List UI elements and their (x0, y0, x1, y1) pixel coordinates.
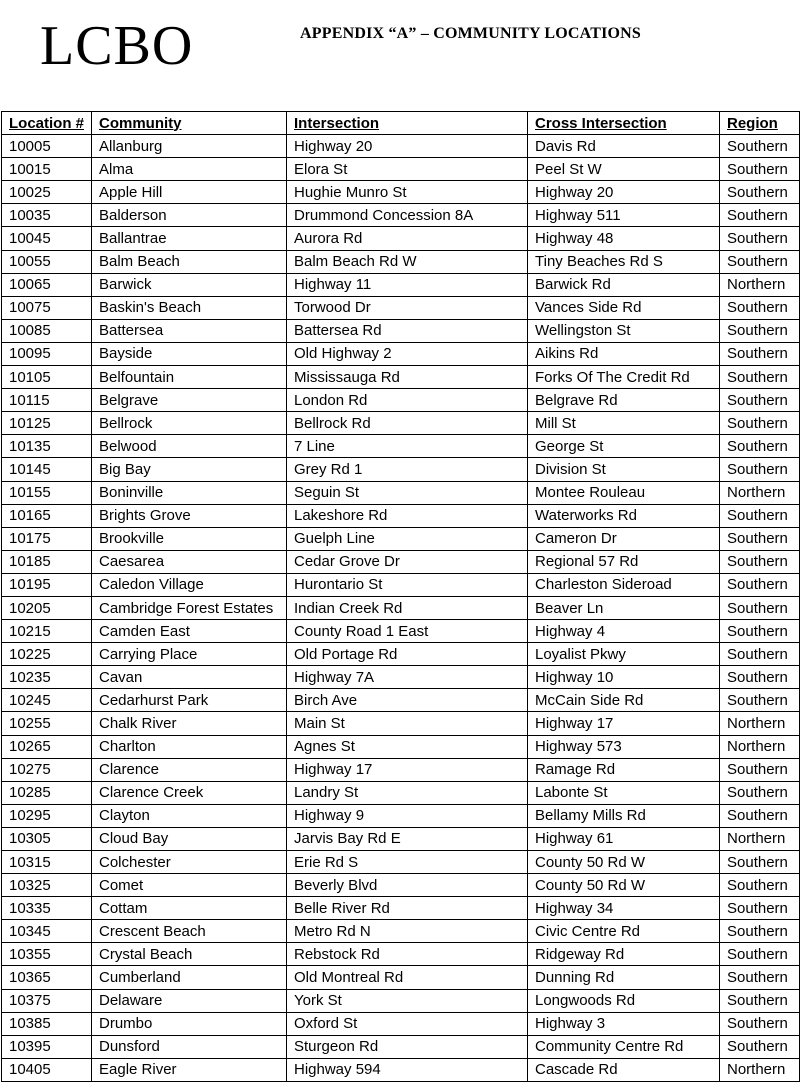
intersection-cell: Old Montreal Rd (287, 966, 528, 989)
cross-intersection-cell: McCain Side Rd (528, 689, 720, 712)
location-cell: 10155 (2, 481, 92, 504)
cross-intersection-cell: Highway 61 (528, 827, 720, 850)
location-cell: 10175 (2, 527, 92, 550)
region-cell: Northern (720, 481, 800, 504)
intersection-cell: Mississauga Rd (287, 366, 528, 389)
region-cell: Southern (720, 643, 800, 666)
cross-intersection-cell: Aikins Rd (528, 342, 720, 365)
table-row (2, 158, 800, 181)
region-cell: Southern (720, 504, 800, 527)
community-cell: Boninville (92, 481, 287, 504)
community-cell: Delaware (92, 989, 287, 1012)
intersection-cell: London Rd (287, 389, 528, 412)
community-cell: Bellrock (92, 412, 287, 435)
table-row (2, 781, 800, 804)
community-cell: Carrying Place (92, 643, 287, 666)
table-row (2, 735, 800, 758)
cross-intersection-cell: Dunning Rd (528, 966, 720, 989)
community-cell: Ballantrae (92, 227, 287, 250)
location-cell: 10045 (2, 227, 92, 250)
intersection-cell: Elora St (287, 158, 528, 181)
region-cell: Southern (720, 966, 800, 989)
table-row (2, 689, 800, 712)
intersection-cell: Belle River Rd (287, 897, 528, 920)
table-row (2, 227, 800, 250)
table-row (2, 804, 800, 827)
intersection-cell: Oxford St (287, 1012, 528, 1035)
cross-intersection-cell: Highway 17 (528, 712, 720, 735)
cross-intersection-cell: Davis Rd (528, 135, 720, 158)
region-cell: Southern (720, 550, 800, 573)
table-row (2, 342, 800, 365)
location-cell: 10305 (2, 827, 92, 850)
community-cell: Balm Beach (92, 250, 287, 273)
region-cell: Southern (720, 897, 800, 920)
intersection-cell: Seguin St (287, 481, 528, 504)
table-row (2, 573, 800, 596)
table-row (2, 920, 800, 943)
community-cell: Barwick (92, 273, 287, 296)
community-cell: Caesarea (92, 550, 287, 573)
intersection-cell: Lakeshore Rd (287, 504, 528, 527)
location-cell: 10265 (2, 735, 92, 758)
cross-intersection-cell: Community Centre Rd (528, 1035, 720, 1058)
intersection-cell: Jarvis Bay Rd E (287, 827, 528, 850)
region-cell: Southern (720, 319, 800, 342)
cross-intersection-cell: Forks Of The Credit Rd (528, 366, 720, 389)
table-row (2, 527, 800, 550)
community-cell: Clarence (92, 758, 287, 781)
community-cell: Caledon Village (92, 573, 287, 596)
location-cell: 10335 (2, 897, 92, 920)
location-cell: 10295 (2, 804, 92, 827)
region-cell: Southern (720, 989, 800, 1012)
intersection-cell: Torwood Dr (287, 296, 528, 319)
location-cell: 10345 (2, 920, 92, 943)
region-cell: Southern (720, 573, 800, 596)
region-cell: Southern (720, 296, 800, 319)
location-cell: 10075 (2, 296, 92, 319)
table-row (2, 412, 800, 435)
column-header-location: Location # (2, 112, 92, 135)
location-cell: 10375 (2, 989, 92, 1012)
intersection-cell: Agnes St (287, 735, 528, 758)
table-row (2, 596, 800, 619)
community-cell: Camden East (92, 620, 287, 643)
location-cell: 10225 (2, 643, 92, 666)
cross-intersection-cell: Waterworks Rd (528, 504, 720, 527)
region-cell: Southern (720, 181, 800, 204)
cross-intersection-cell: Barwick Rd (528, 273, 720, 296)
cross-intersection-cell: Cameron Dr (528, 527, 720, 550)
cross-intersection-cell: Peel St W (528, 158, 720, 181)
region-cell: Southern (720, 527, 800, 550)
community-cell: Belwood (92, 435, 287, 458)
community-cell: Charlton (92, 735, 287, 758)
column-header-cross-intersection: Cross Intersection (528, 112, 720, 135)
region-cell: Southern (720, 366, 800, 389)
region-cell: Southern (720, 1012, 800, 1035)
location-cell: 10245 (2, 689, 92, 712)
intersection-cell: Battersea Rd (287, 319, 528, 342)
cross-intersection-cell: Wellingston St (528, 319, 720, 342)
table-row (2, 435, 800, 458)
cross-intersection-cell: Highway 3 (528, 1012, 720, 1035)
table-row (2, 296, 800, 319)
region-cell: Northern (720, 273, 800, 296)
region-cell: Northern (720, 827, 800, 850)
community-cell: Alma (92, 158, 287, 181)
table-row (2, 966, 800, 989)
cross-intersection-cell: Vances Side Rd (528, 296, 720, 319)
region-cell: Southern (720, 458, 800, 481)
community-cell: Colchester (92, 851, 287, 874)
cross-intersection-cell: Bellamy Mills Rd (528, 804, 720, 827)
intersection-cell: Highway 11 (287, 273, 528, 296)
region-cell: Southern (720, 227, 800, 250)
location-cell: 10275 (2, 758, 92, 781)
community-cell: Crescent Beach (92, 920, 287, 943)
location-cell: 10145 (2, 458, 92, 481)
location-cell: 10285 (2, 781, 92, 804)
location-cell: 10095 (2, 342, 92, 365)
location-cell: 10115 (2, 389, 92, 412)
community-cell: Balderson (92, 204, 287, 227)
cross-intersection-cell: Highway 511 (528, 204, 720, 227)
cross-intersection-cell: Civic Centre Rd (528, 920, 720, 943)
table-row (2, 135, 800, 158)
location-cell: 10235 (2, 666, 92, 689)
cross-intersection-cell: Tiny Beaches Rd S (528, 250, 720, 273)
table-row (2, 874, 800, 897)
cross-intersection-cell: Beaver Ln (528, 596, 720, 619)
intersection-cell: Sturgeon Rd (287, 1035, 528, 1058)
region-cell: Northern (720, 712, 800, 735)
table-row (2, 712, 800, 735)
intersection-cell: York St (287, 989, 528, 1012)
intersection-cell: Drummond Concession 8A (287, 204, 528, 227)
location-cell: 10385 (2, 1012, 92, 1035)
location-cell: 10315 (2, 851, 92, 874)
location-cell: 10005 (2, 135, 92, 158)
cross-intersection-cell: George St (528, 435, 720, 458)
community-cell: Big Bay (92, 458, 287, 481)
intersection-cell: Bellrock Rd (287, 412, 528, 435)
intersection-cell: Highway 20 (287, 135, 528, 158)
community-cell: Brights Grove (92, 504, 287, 527)
column-header-intersection: Intersection (287, 112, 528, 135)
table-header-row (2, 112, 800, 135)
location-cell: 10025 (2, 181, 92, 204)
location-cell: 10205 (2, 596, 92, 619)
cross-intersection-cell: Loyalist Pkwy (528, 643, 720, 666)
cross-intersection-cell: Labonte St (528, 781, 720, 804)
intersection-cell: Old Highway 2 (287, 342, 528, 365)
table-row (2, 827, 800, 850)
cross-intersection-cell: Highway 34 (528, 897, 720, 920)
region-cell: Southern (720, 758, 800, 781)
region-cell: Southern (720, 874, 800, 897)
cross-intersection-cell: Charleston Sideroad (528, 573, 720, 596)
location-cell: 10035 (2, 204, 92, 227)
table-row (2, 943, 800, 966)
table-row (2, 504, 800, 527)
location-cell: 10395 (2, 1035, 92, 1058)
cross-intersection-cell: Mill St (528, 412, 720, 435)
cross-intersection-cell: Montee Rouleau (528, 481, 720, 504)
table-row (2, 1012, 800, 1035)
community-cell: Drumbo (92, 1012, 287, 1035)
community-cell: Brookville (92, 527, 287, 550)
table-row (2, 481, 800, 504)
table-row (2, 758, 800, 781)
intersection-cell: Birch Ave (287, 689, 528, 712)
region-cell: Northern (720, 735, 800, 758)
cross-intersection-cell: County 50 Rd W (528, 874, 720, 897)
region-cell: Southern (720, 596, 800, 619)
community-cell: Cumberland (92, 966, 287, 989)
cross-intersection-cell: Highway 20 (528, 181, 720, 204)
lcbo-logo: LCBO (40, 15, 194, 77)
table-row (2, 1035, 800, 1058)
table-row (2, 643, 800, 666)
intersection-cell: Cedar Grove Dr (287, 550, 528, 573)
intersection-cell: Highway 7A (287, 666, 528, 689)
community-cell: Apple Hill (92, 181, 287, 204)
community-locations-table (1, 111, 800, 1082)
community-cell: Belfountain (92, 366, 287, 389)
region-cell: Southern (720, 135, 800, 158)
region-cell: Southern (720, 250, 800, 273)
intersection-cell: Highway 17 (287, 758, 528, 781)
location-cell: 10015 (2, 158, 92, 181)
table-row (2, 366, 800, 389)
table-row (2, 989, 800, 1012)
community-cell: Cloud Bay (92, 827, 287, 850)
table-row (2, 666, 800, 689)
table-row (2, 181, 800, 204)
region-cell: Southern (720, 412, 800, 435)
table-row (2, 250, 800, 273)
table-row (2, 550, 800, 573)
intersection-cell: Rebstock Rd (287, 943, 528, 966)
page-title: APPENDIX “A” – COMMUNITY LOCATIONS (300, 25, 642, 42)
intersection-cell: County Road 1 East (287, 620, 528, 643)
location-cell: 10185 (2, 550, 92, 573)
community-cell: Eagle River (92, 1058, 287, 1081)
table-row (2, 897, 800, 920)
intersection-cell: Old Portage Rd (287, 643, 528, 666)
region-cell: Southern (720, 689, 800, 712)
region-cell: Southern (720, 1035, 800, 1058)
table-row (2, 319, 800, 342)
location-cell: 10135 (2, 435, 92, 458)
region-cell: Southern (720, 781, 800, 804)
community-cell: Allanburg (92, 135, 287, 158)
intersection-cell: Balm Beach Rd W (287, 250, 528, 273)
community-cell: Cedarhurst Park (92, 689, 287, 712)
community-cell: Comet (92, 874, 287, 897)
table-row (2, 273, 800, 296)
column-header-community: Community (92, 112, 287, 135)
location-cell: 10215 (2, 620, 92, 643)
intersection-cell: Guelph Line (287, 527, 528, 550)
intersection-cell: 7 Line (287, 435, 528, 458)
cross-intersection-cell: County 50 Rd W (528, 851, 720, 874)
location-cell: 10065 (2, 273, 92, 296)
region-cell: Southern (720, 851, 800, 874)
intersection-cell: Erie Rd S (287, 851, 528, 874)
community-cell: Belgrave (92, 389, 287, 412)
community-cell: Clarence Creek (92, 781, 287, 804)
table-row (2, 620, 800, 643)
region-cell: Southern (720, 666, 800, 689)
community-cell: Cottam (92, 897, 287, 920)
table-row (2, 458, 800, 481)
intersection-cell: Landry St (287, 781, 528, 804)
community-cell: Battersea (92, 319, 287, 342)
intersection-cell: Indian Creek Rd (287, 596, 528, 619)
location-cell: 10055 (2, 250, 92, 273)
intersection-cell: Highway 9 (287, 804, 528, 827)
intersection-cell: Metro Rd N (287, 920, 528, 943)
location-cell: 10365 (2, 966, 92, 989)
community-cell: Cambridge Forest Estates (92, 596, 287, 619)
location-cell: 10085 (2, 319, 92, 342)
community-cell: Bayside (92, 342, 287, 365)
column-header-region: Region (720, 112, 800, 135)
location-cell: 10355 (2, 943, 92, 966)
region-cell: Southern (720, 204, 800, 227)
cross-intersection-cell: Highway 10 (528, 666, 720, 689)
table-row (2, 389, 800, 412)
location-cell: 10255 (2, 712, 92, 735)
intersection-cell: Grey Rd 1 (287, 458, 528, 481)
cross-intersection-cell: Regional 57 Rd (528, 550, 720, 573)
community-cell: Crystal Beach (92, 943, 287, 966)
intersection-cell: Aurora Rd (287, 227, 528, 250)
cross-intersection-cell: Ramage Rd (528, 758, 720, 781)
location-cell: 10105 (2, 366, 92, 389)
region-cell: Northern (720, 1058, 800, 1081)
community-cell: Dunsford (92, 1035, 287, 1058)
cross-intersection-cell: Highway 4 (528, 620, 720, 643)
table-row (2, 851, 800, 874)
region-cell: Southern (720, 920, 800, 943)
community-cell: Chalk River (92, 712, 287, 735)
location-cell: 10195 (2, 573, 92, 596)
cross-intersection-cell: Cascade Rd (528, 1058, 720, 1081)
location-cell: 10405 (2, 1058, 92, 1081)
region-cell: Southern (720, 158, 800, 181)
cross-intersection-cell: Highway 573 (528, 735, 720, 758)
cross-intersection-cell: Belgrave Rd (528, 389, 720, 412)
region-cell: Southern (720, 389, 800, 412)
region-cell: Southern (720, 943, 800, 966)
community-cell: Cavan (92, 666, 287, 689)
region-cell: Southern (720, 620, 800, 643)
cross-intersection-cell: Division St (528, 458, 720, 481)
intersection-cell: Beverly Blvd (287, 874, 528, 897)
table-row (2, 1058, 800, 1081)
table-row (2, 204, 800, 227)
region-cell: Southern (720, 435, 800, 458)
intersection-cell: Highway 594 (287, 1058, 528, 1081)
cross-intersection-cell: Highway 48 (528, 227, 720, 250)
community-cell: Baskin's Beach (92, 296, 287, 319)
intersection-cell: Hurontario St (287, 573, 528, 596)
cross-intersection-cell: Ridgeway Rd (528, 943, 720, 966)
cross-intersection-cell: Longwoods Rd (528, 989, 720, 1012)
region-cell: Southern (720, 804, 800, 827)
region-cell: Southern (720, 342, 800, 365)
location-cell: 10165 (2, 504, 92, 527)
community-cell: Clayton (92, 804, 287, 827)
location-cell: 10325 (2, 874, 92, 897)
intersection-cell: Main St (287, 712, 528, 735)
intersection-cell: Hughie Munro St (287, 181, 528, 204)
location-cell: 10125 (2, 412, 92, 435)
